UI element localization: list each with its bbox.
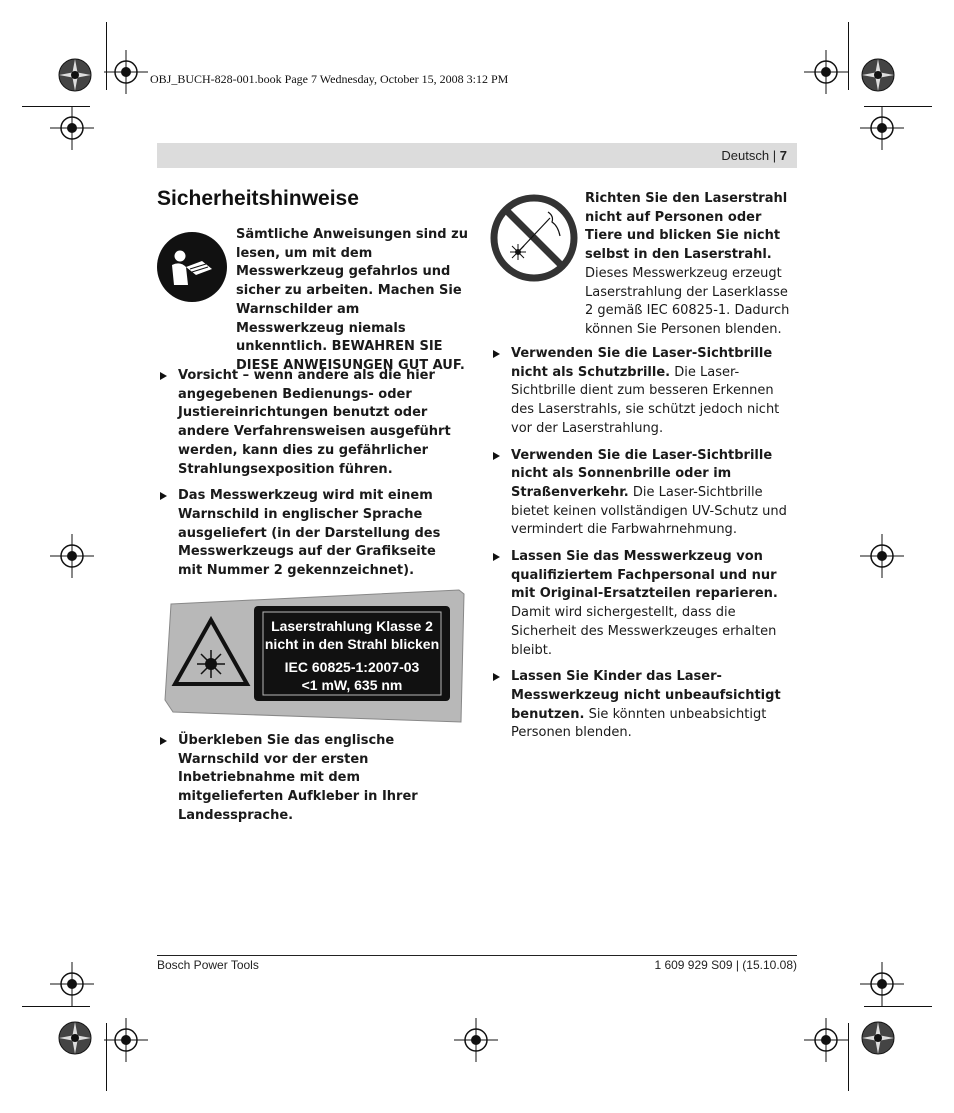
right-intro-text <box>585 190 800 340</box>
item-bold-text: Vorsicht – wenn andere als die hier angegebenen Bedienungs- oder Justiereinrichtungen benutzt oder andere Verfahrensweisen ausgeführt werden, kann dies zu gefährlicher Strahlungsexposition führen. <box>178 368 451 477</box>
footer-doc-number: 1 609 929 S09 | (15.10.08) <box>654 958 797 972</box>
bullet-arrow-icon <box>160 372 167 380</box>
warning-line-1: Laserstrahlung Klasse 2 <box>271 618 433 634</box>
right-intro-normal: Dieses Messwerkzeug erzeugt Laserstrahlung der Laserklasse 2 gemäß IEC 60825-1. Dadurch können Sie Personen blenden. <box>585 265 790 337</box>
item-normal-text: Die Laser-Sichtbrille bietet keinen vollständigen UV-Schutz und vermindert die Farbwahrnehmung. <box>511 484 787 538</box>
left-list-1 <box>157 367 452 589</box>
bullet-arrow-icon <box>493 553 500 561</box>
list-item <box>490 668 800 743</box>
intro-text: Sämtliche Anweisungen sind zu lesen, um mit dem Messwerkzeug gefahrlos und sicher zu arbeiten. Machen Sie Warnschilder am Messwerkzeug niemals unkenntlich. BEWAHREN SIE DIESE ANWEISUNGEN GUT AUF. <box>236 227 468 373</box>
print-header: OBJ_BUCH-828-001.book Page 7 Wednesday, October 15, 2008 3:12 PM <box>150 72 509 86</box>
list-item <box>490 447 800 541</box>
warning-line-4: <1 mW, 635 nm <box>301 677 403 693</box>
no-laser-eye-icon <box>488 192 580 284</box>
laser-warning-label <box>163 588 465 728</box>
bullet-arrow-icon <box>493 673 500 681</box>
left-list-2 <box>157 732 452 834</box>
list-item <box>157 732 452 826</box>
list-item <box>157 487 452 581</box>
right-list <box>490 345 800 751</box>
item-normal-text: Sie könnten unbeabsichtigt Personen blenden. <box>511 706 767 741</box>
footer-brand: Bosch Power Tools <box>157 958 259 972</box>
right-intro-bold: Richten Sie den Laserstrahl nicht auf Personen oder Tiere und blicken Sie nicht selbst in den Laserstrahl. <box>585 191 788 263</box>
bullet-arrow-icon <box>160 492 167 500</box>
warning-line-3: IEC 60825-1:2007-03 <box>284 659 420 675</box>
page-number: 7 <box>779 148 787 163</box>
item-bold-text: Verwenden Sie die Laser-Sichtbrille nicht als Sonnenbrille oder im Straßenverkehr. <box>511 447 773 500</box>
header-language: Deutsch <box>721 148 770 163</box>
item-bold-text: Überkleben Sie das englische Warnschild vor der ersten Inbetriebnahme mit dem mitgelieferten Aufkleber in Ihrer Landessprache. <box>178 733 418 823</box>
bullet-arrow-icon <box>493 452 500 460</box>
read-manual-icon <box>156 231 228 303</box>
item-bold-text: Lassen Sie das Messwerkzeug von qualifiziertem Fachpersonal und nur mit Original-Ersatzteilen reparieren. <box>511 549 778 602</box>
footer-divider <box>157 955 797 956</box>
warning-line-2: nicht in den Strahl blicken <box>264 636 440 652</box>
item-normal-text: Damit wird sichergestellt, dass die Sicherheit des Messwerkzeuges erhalten bleibt. <box>511 605 777 658</box>
bullet-arrow-icon <box>493 350 500 358</box>
page-header <box>721 148 787 163</box>
list-item <box>157 367 452 479</box>
item-bold-text: Verwenden Sie die Laser-Sichtbrille nicht als Schutzbrille. <box>511 346 773 380</box>
header-separator: | <box>772 148 777 163</box>
page-title: Sicherheitshinweise <box>157 187 359 210</box>
bullet-arrow-icon <box>160 737 167 745</box>
page-header-bar <box>157 143 797 168</box>
item-bold-text: Lassen Sie Kinder das Laser-Messwerkzeug nicht unbeaufsichtigt benutzen. <box>511 669 781 722</box>
list-item <box>490 548 800 660</box>
item-normal-text: Die Laser-Sichtbrille dient zum besseren Erkennen des Laserstrahls, sie schützt jedoch nicht vor der Laserstrahlung. <box>511 364 780 436</box>
list-item <box>490 345 800 439</box>
item-bold-text: Das Messwerkzeug wird mit einem Warnschild in englischer Sprache ausgeliefert (in der Darstellung des Messwerkzeugs auf der Grafikseite mit Nummer 2 gekennzeichnet). <box>178 488 441 579</box>
